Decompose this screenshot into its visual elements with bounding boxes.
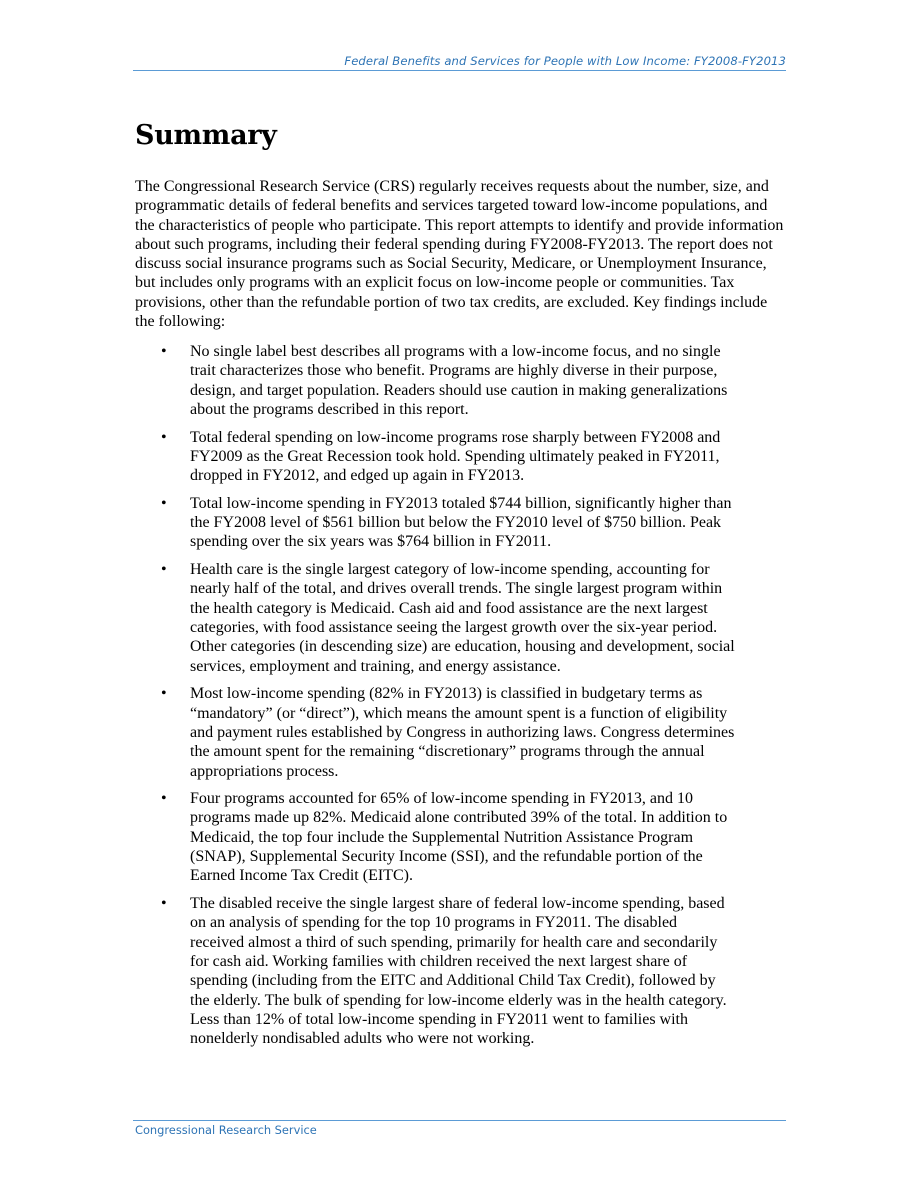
bullet-icon: •: [161, 790, 167, 808]
list-item: [135, 894, 735, 1048]
finding-text: No single label best describes all programs with a low-income focus, and no single trait characterizes those who benefit. Programs are highly diverse in their purpose, design, and target population. Readers should use caution in making generalizations about the programs described in this report.: [190, 343, 728, 418]
bullet-icon: •: [161, 895, 167, 913]
running-header: Federal Benefits and Services for People with Low Income: FY2008-FY2013: [344, 54, 786, 68]
footer-divider: [133, 1120, 786, 1121]
list-item: [135, 342, 735, 419]
bullet-icon: •: [161, 561, 167, 579]
header-divider: [133, 70, 786, 71]
bullet-icon: •: [161, 428, 167, 446]
finding-text: Four programs accounted for 65% of low-income spending in FY2013, and 10 programs made up 82%. Medicaid alone contributed 39% of the total. In addition to Medicaid, the top four include the Supplemental Nutrition Assistance Program (SNAP), Supplemental Security Income (SSI), and the refundable portion of the Earned Income Tax Credit (EITC).: [190, 790, 728, 885]
bullet-icon: •: [161, 343, 167, 360]
list-item: [135, 789, 735, 885]
list-item: [135, 684, 735, 780]
finding-text: Most low-income spending (82% in FY2013) is classified in budgetary terms as “mandatory” (or “direct”), which means the amount spent is a function of eligibility and payment rules established by Congress in authorizing laws. Congress determines the amount spent for the remaining “discretionary” programs through the annual appropriations process.: [190, 685, 735, 780]
section-title: Summary: [135, 120, 277, 151]
finding-text: Total low-income spending in FY2013 totaled $744 billion, significantly higher than the FY2008 level of $561 billion but below the FY2010 level of $750 billion. Peak spending over the six years was $764 billion in FY2011.: [190, 494, 732, 551]
finding-text: The disabled receive the single largest share of federal low-income spending, based on an analysis of spending for the top 10 programs in FY2011. The disabled received almost a third of such spending, primarily for health care and secondarily for cash aid. Working families with children received the next largest share of spending (including from the EITC and Additional Child Tax Credit), followed by the elderly. The bulk of spending for low-income elderly was in the health category. Less than 12% of total low-income spending in FY2011 went to families with nonelderly nondisabled adults who were not working.: [190, 895, 727, 1048]
list-item: [135, 560, 735, 676]
list-item: [135, 494, 735, 552]
footer-organization: Congressional Research Service: [135, 1123, 317, 1137]
finding-text: Health care is the single largest category of low-income spending, accounting for nearly half of the total, and drives overall trends. The single largest program within the health category is Medicaid. Cash aid and food assistance are the next largest categories, with food assistance seeing the largest growth over the six-year period. Other categories (in descending size) are education, housing and development, social services, employment and training, and energy assistance.: [190, 561, 735, 675]
key-findings-list: [135, 342, 735, 1057]
finding-text: Total federal spending on low-income programs rose sharply between FY2008 and FY2009 as the Great Recession took hold. Spending ultimately peaked in FY2011, dropped in FY2012, and edged up again in FY2013.: [190, 428, 721, 485]
bullet-icon: •: [161, 685, 167, 703]
bullet-icon: •: [161, 494, 167, 512]
list-item: [135, 428, 735, 486]
intro-paragraph: The Congressional Research Service (CRS) regularly receives requests about the number, size, and programmatic details of federal benefits and services targeted toward low-income populations, and the characteristics of people who participate. This report attempts to identify and provide information about such programs, including their federal spending during FY2008-FY2013. The report does not discuss social insurance programs such as Social Security, Medicare, or Unemployment Insurance, but includes only programs with an explicit focus on low-income people or communities. Tax provisions, other than the refundable portion of two tax credits, are excluded. Key findings include the following:: [135, 178, 784, 331]
